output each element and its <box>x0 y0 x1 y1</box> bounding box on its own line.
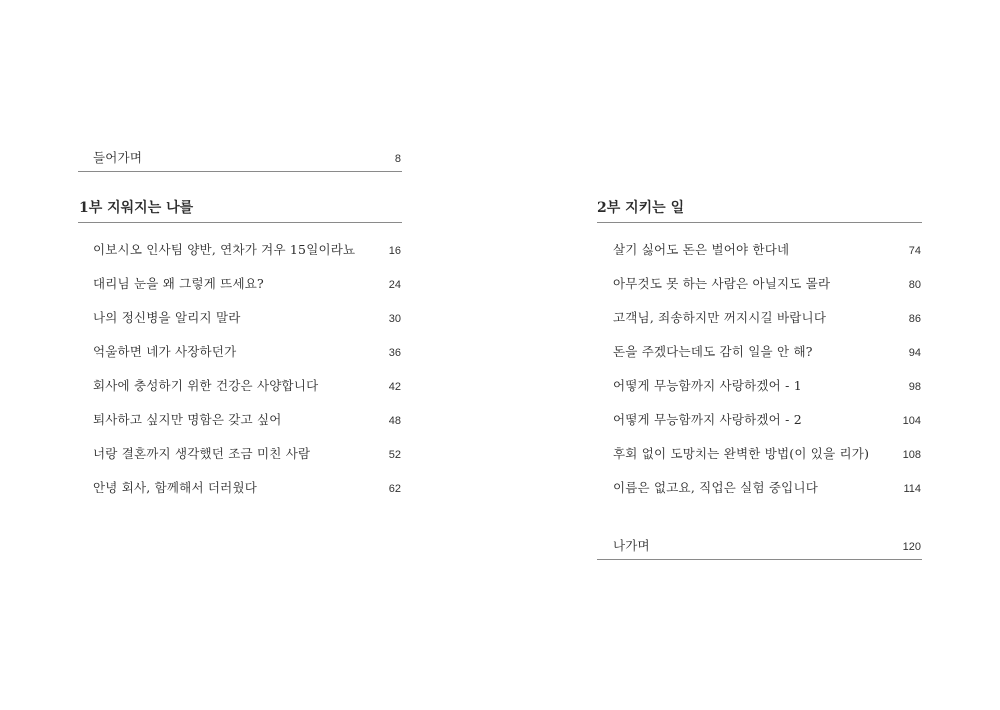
part1-heading: 1부 지워지는 나를 <box>79 200 194 216</box>
entry-title: 너랑 결혼까지 생각했던 조금 미친 사람 <box>93 446 311 461</box>
entry-page-number: 30 <box>388 313 401 325</box>
toc-entry[interactable] <box>93 342 401 360</box>
entry-title: 대리님 눈을 왜 그렇게 뜨세요? <box>93 276 264 291</box>
entry-page-number: 52 <box>388 449 401 461</box>
entry-title: 어떻게 무능함까지 사랑하겠어 - 1 <box>613 378 802 393</box>
toc-entry[interactable] <box>613 376 921 394</box>
right-page <box>500 0 1000 710</box>
entry-page-number: 74 <box>908 245 921 257</box>
entry-title: 살기 싫어도 돈은 벌어야 한다네 <box>613 242 790 257</box>
entry-page-number: 114 <box>903 483 921 495</box>
entry-title: 후회 없이 도망치는 완벽한 방법(이 있을 리가) <box>613 446 870 461</box>
toc-entry[interactable] <box>93 478 401 496</box>
part1-divider <box>78 222 402 223</box>
toc-entry[interactable] <box>613 342 921 360</box>
toc-entry[interactable] <box>93 410 401 428</box>
entry-title: 어떻게 무능함까지 사랑하겠어 - 2 <box>613 412 802 427</box>
entry-page-number: 48 <box>388 415 401 427</box>
toc-entry[interactable] <box>613 274 921 292</box>
entry-title: 나가며 <box>613 538 650 553</box>
part2-heading: 2부 지키는 일 <box>597 200 685 216</box>
entry-title: 억울하면 네가 사장하던가 <box>93 344 237 359</box>
toc-entry[interactable] <box>93 444 401 462</box>
toc-entry-outro[interactable] <box>613 536 921 554</box>
toc-entry[interactable] <box>613 308 921 326</box>
entry-page-number: 108 <box>902 449 921 461</box>
toc-entry[interactable] <box>93 308 401 326</box>
entry-title: 이보시오 인사팀 양반, 연차가 겨우 15일이라뇨 <box>93 242 356 257</box>
entry-title: 나의 정신병을 알리지 말라 <box>93 310 241 325</box>
toc-entry[interactable] <box>613 240 921 258</box>
toc-entry[interactable] <box>93 274 401 292</box>
toc-entry[interactable] <box>93 376 401 394</box>
entry-page-number: 80 <box>908 279 921 291</box>
entry-page-number: 36 <box>388 347 401 359</box>
toc-entry[interactable] <box>613 444 921 462</box>
entry-page-number: 42 <box>388 381 401 393</box>
toc-entry[interactable] <box>93 240 401 258</box>
entry-page-number: 16 <box>388 245 401 257</box>
entry-page-number: 94 <box>908 347 921 359</box>
toc-entry[interactable] <box>613 478 921 496</box>
toc-entry-intro[interactable] <box>93 148 401 166</box>
part2-divider <box>597 222 922 223</box>
entry-page-number: 98 <box>908 381 921 393</box>
entry-title: 고객님, 죄송하지만 꺼지시길 바랍니다 <box>613 310 827 325</box>
outro-divider <box>597 559 922 560</box>
entry-page-number: 62 <box>388 483 401 495</box>
entry-title: 이름은 없고요, 직업은 실험 중입니다 <box>613 480 818 495</box>
entry-page-number: 120 <box>902 541 921 553</box>
entry-title: 안녕 회사, 함께해서 더러웠다 <box>93 480 257 495</box>
entry-page-number: 86 <box>908 313 921 325</box>
entry-title: 퇴사하고 싶지만 명함은 갖고 싶어 <box>93 412 282 427</box>
entry-title: 회사에 충성하기 위한 건강은 사양합니다 <box>93 378 319 393</box>
entry-title: 들어가며 <box>93 150 143 165</box>
toc-entry[interactable] <box>613 410 921 428</box>
entry-title: 돈을 주겠다는데도 감히 일을 안 해? <box>613 344 813 359</box>
entry-title: 아무것도 못 하는 사람은 아닐지도 몰라 <box>613 276 831 291</box>
intro-divider <box>78 171 402 172</box>
entry-page-number: 24 <box>388 279 401 291</box>
entry-page-number: 104 <box>902 415 921 427</box>
entry-page-number: 8 <box>394 153 401 165</box>
